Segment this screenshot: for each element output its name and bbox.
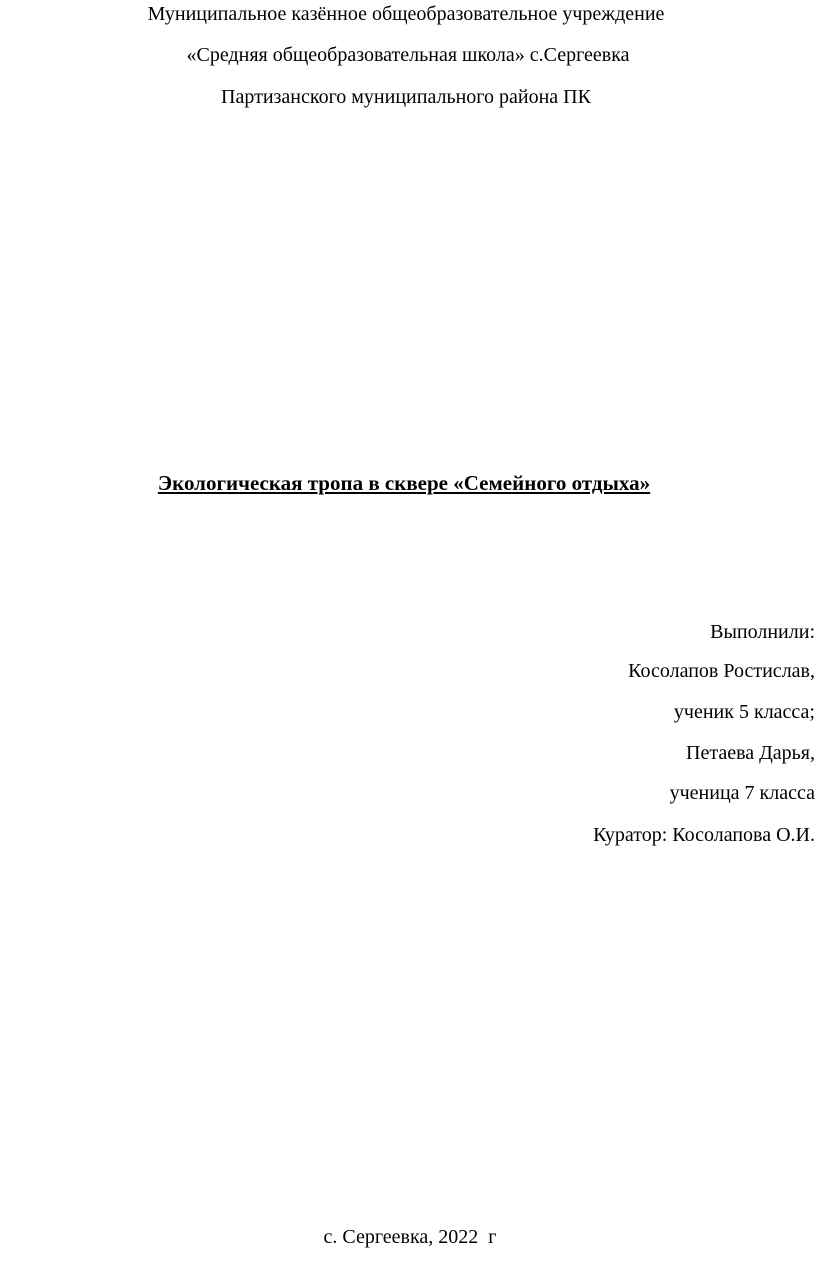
student-2-name: Петаева Дарья,: [686, 742, 815, 764]
authors-intro: Выполнили:: [710, 621, 815, 643]
place-and-year: с. Сергеевка, 2022 г: [323, 1226, 497, 1248]
school-name-line-1: Муниципальное казённое общеобразовательное учреждение: [147, 3, 665, 25]
school-name-line-2: «Средняя общеобразовательная школа» с.Сергеевка: [186, 44, 630, 66]
student-2-grade: ученица 7 класса: [669, 782, 815, 804]
document-title: Экологическая тропа в сквере «Семейного отдыха»: [157, 471, 651, 495]
school-district-line: Партизанского муниципального района ПК: [221, 86, 591, 108]
curator-line: Куратор: Косолапова О.И.: [593, 824, 815, 846]
student-1-grade: ученик 5 класса;: [673, 701, 815, 723]
student-1-name: Косолапов Ростислав,: [628, 660, 815, 682]
